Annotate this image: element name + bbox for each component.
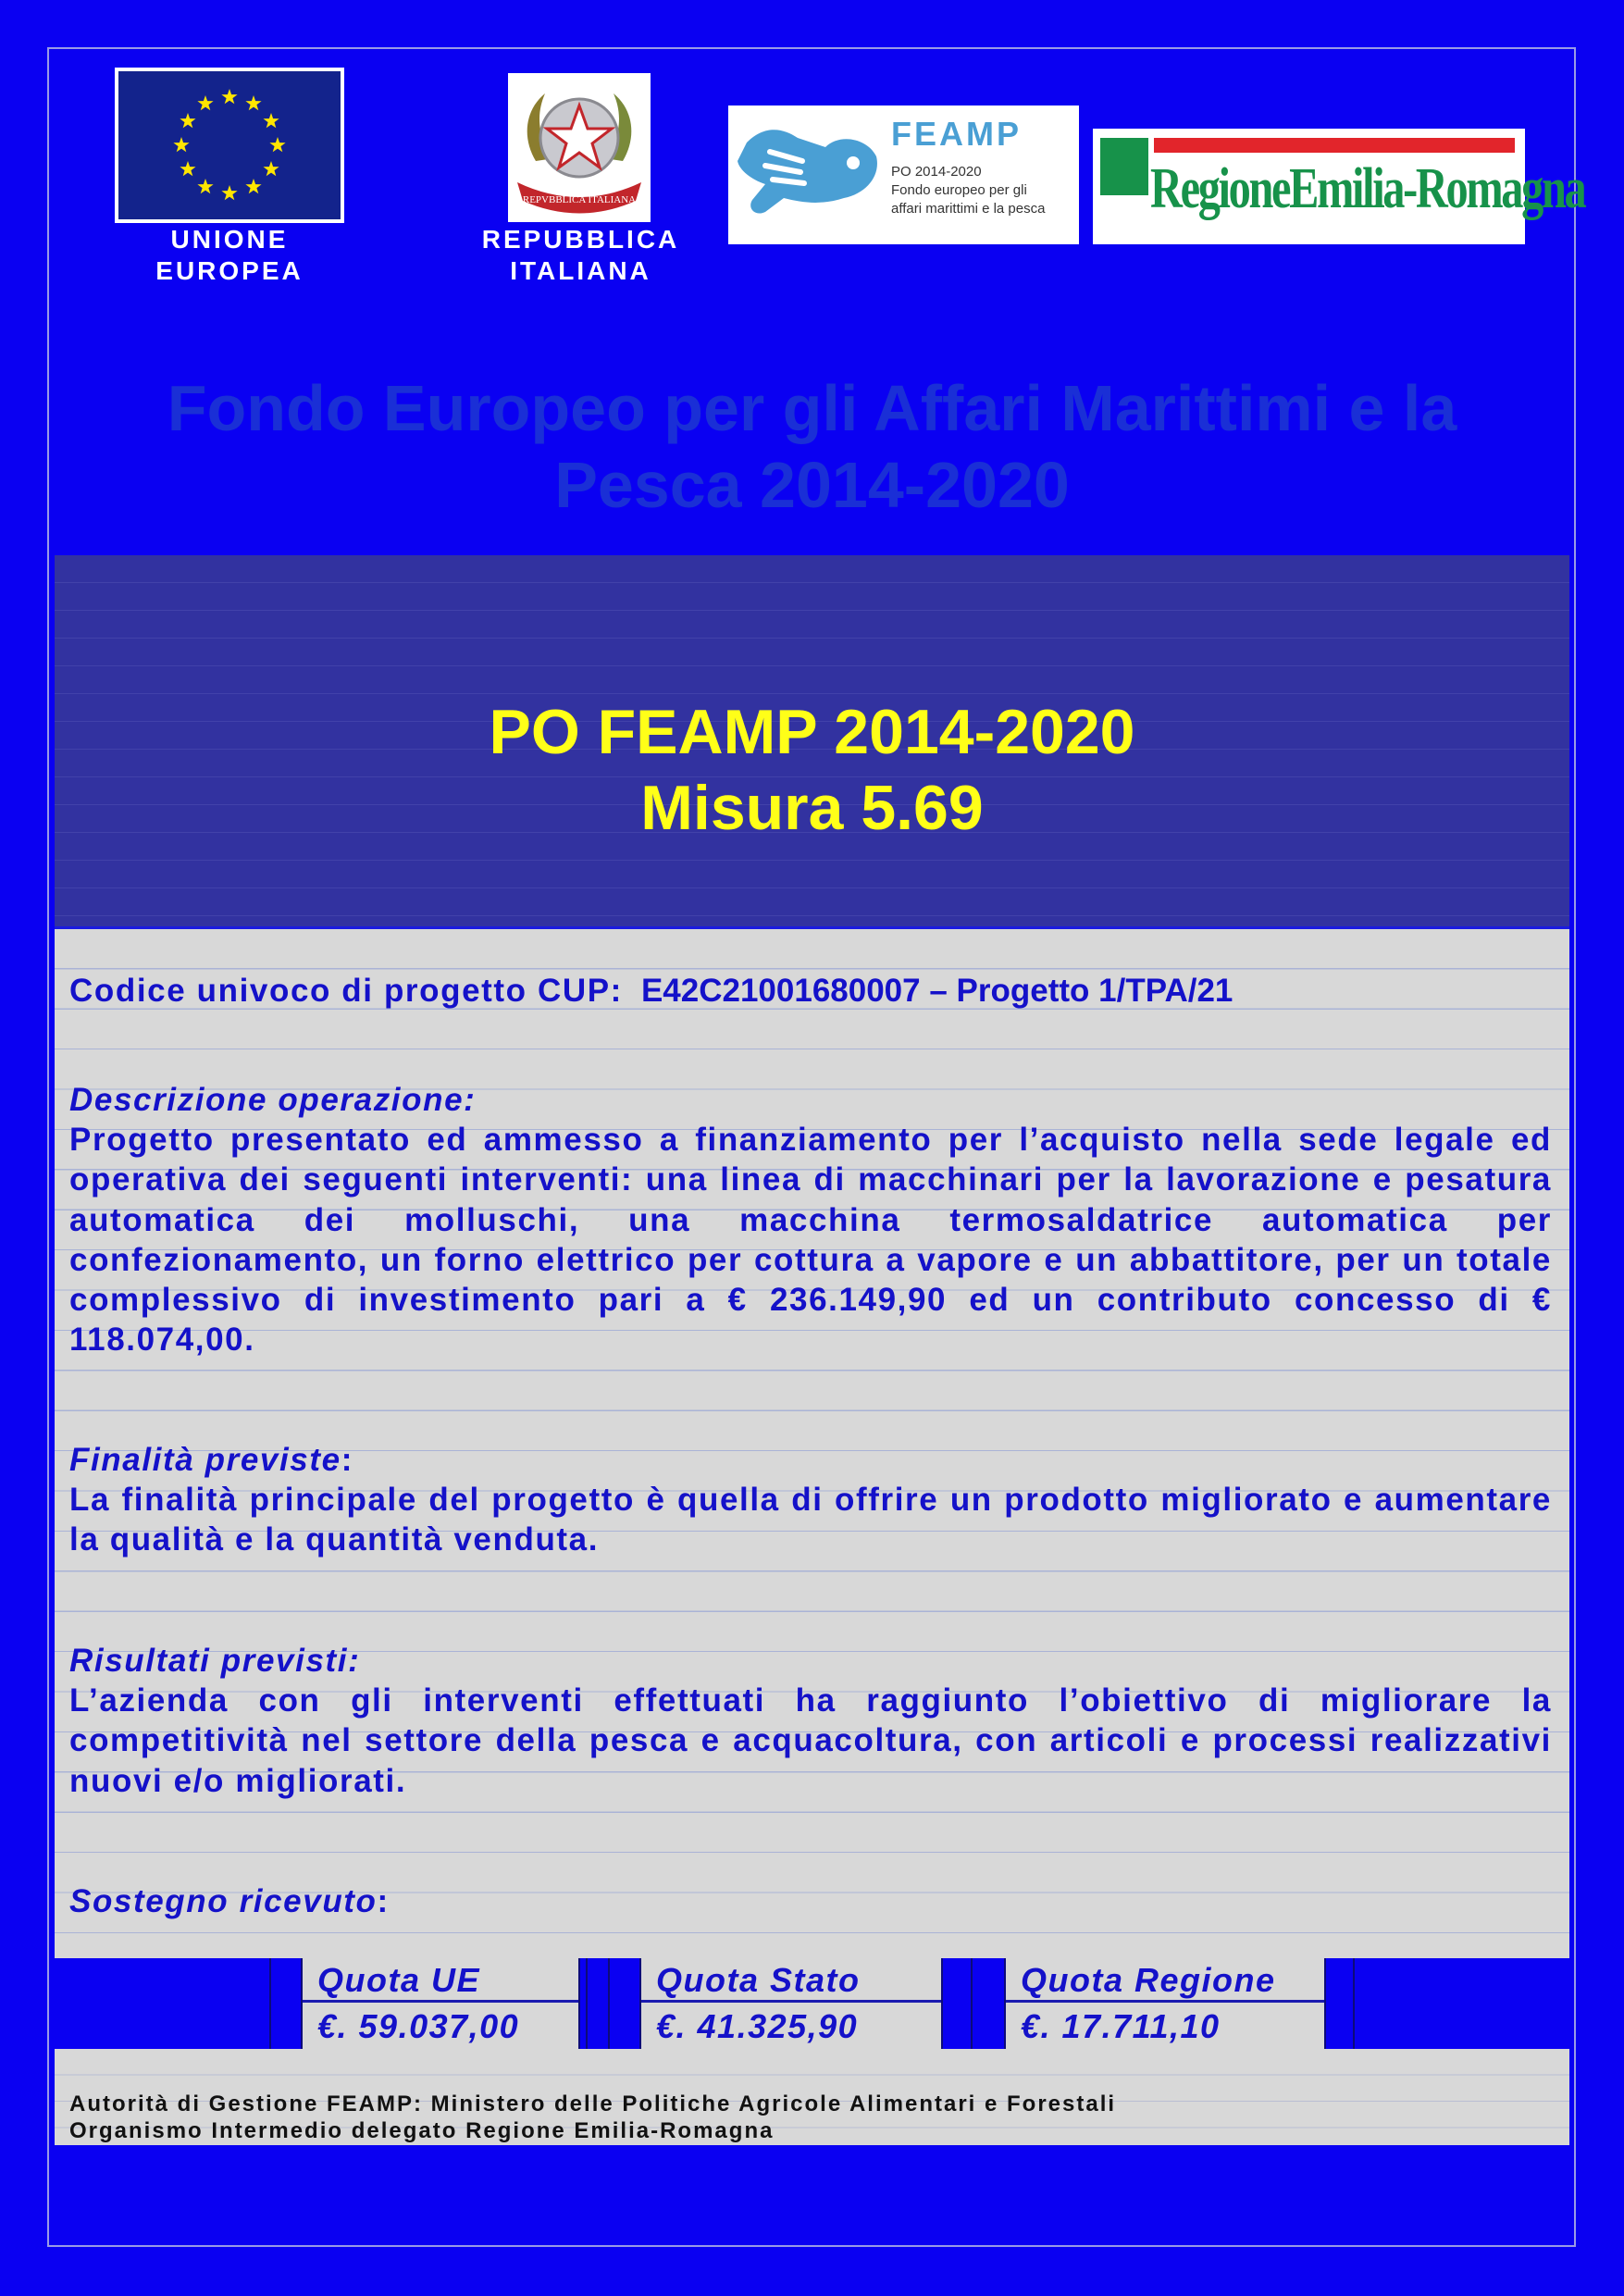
risultati-text: L’azienda con gli interventi effettuati ha raggiunto l’obiettivo di migliorare la competitività nel settore della pesca e acquacoltura, con articoli e processi realizzativi nuovi e/o migliorati. (69, 1682, 1552, 1799)
cup-label: Codice univoco di progetto CUP: (69, 973, 623, 1009)
sostegno-label: Sostegno ricevuto (69, 1883, 378, 1919)
risultati-label: Risultati previsti: (69, 1643, 361, 1679)
finalita-label: Finalità previste (69, 1442, 341, 1478)
quota-regione-cell (1004, 1958, 1326, 2049)
measure-number: Misura 5.69 (640, 773, 984, 843)
quota-ue-cell (301, 1958, 580, 2049)
region-flag-icon (1100, 138, 1148, 195)
page-title-line2: Pesca 2014-2020 (554, 449, 1070, 521)
republic-emblem-icon (508, 73, 651, 222)
eu-star-icon (180, 113, 195, 128)
eu-star-icon (264, 113, 279, 128)
feamp-title: FEAMP (891, 115, 1022, 153)
eu-caption (115, 224, 344, 287)
emblem-banner-text: REPVBBLICA ITALIANA (522, 194, 637, 205)
italy-caption (467, 224, 694, 287)
eu-stars-icon (118, 71, 341, 219)
eu-caption-line2: EUROPEA (155, 256, 304, 285)
eu-star-icon (264, 161, 279, 176)
measure-band (55, 555, 1569, 927)
page-title (74, 370, 1550, 524)
finalita-text: La finalità principale del progetto è quella di offrire un prodotto migliorato e aumentare la qualità e la quantità venduta. (69, 1482, 1552, 1558)
cup-line (69, 971, 1552, 1011)
eu-star-icon (180, 161, 195, 176)
intermediate-body: Organismo Intermedio delegato Regione Emilia-Romagna (69, 2118, 775, 2143)
eu-star-icon (269, 137, 285, 152)
quota-stato-box (608, 1958, 973, 2049)
regione-emilia-romagna-logo (1093, 129, 1585, 244)
quota-regione-box (971, 1958, 1355, 2049)
feamp-logo (728, 105, 1079, 244)
quota-stato-label: Quota Stato (641, 1958, 941, 2003)
page-title-line1: Fondo Europeo per gli Affari Marittimi e la (167, 372, 1457, 444)
region-red-stripe (1154, 138, 1515, 153)
cup-code: E42C21001680007 – Progetto 1/TPA/21 (640, 973, 1233, 1009)
eu-flag-logo (115, 68, 344, 223)
eu-star-icon (245, 179, 261, 193)
quota-regione-value: €. 17.711,10 (1021, 2007, 1221, 2045)
italian-republic-emblem (508, 73, 651, 222)
eu-star-icon (221, 89, 237, 104)
finalita-heading (69, 1440, 1552, 1480)
feamp-subtitle: PO 2014-2020 Fondo europeo per gli affari marittimi e la pesca (891, 164, 1046, 217)
quota-ue-value: €. 59.037,00 (317, 2007, 520, 2045)
region-name: RegioneEmilia-Romagna (1150, 157, 1585, 220)
quota-regione-label: Quota Regione (1006, 1958, 1324, 2003)
finalita-colon: : (341, 1442, 353, 1478)
managing-authority: Autorità di Gestione FEAMP: Ministero delle Politiche Agricole Alimentari e Forestali (69, 2091, 1117, 2116)
eu-star-icon (197, 95, 213, 110)
italy-caption-line2: ITALIANA (510, 256, 651, 285)
quota-stato-value: €. 41.325,90 (656, 2007, 859, 2045)
eu-star-icon (245, 95, 261, 110)
eu-star-icon (173, 137, 189, 152)
italy-caption-line1: REPUBBLICA (481, 225, 680, 254)
eu-caption-line1: UNIONE (170, 225, 289, 254)
quota-stato-cell (639, 1958, 943, 2049)
description-text: Progetto presentato ed ammesso a finanziamento per l’acquisto nella sede legale ed operativa dei seguenti interventi: una linea di macchinari per la lavorazione e pesatura automatica dei molluschi, una macchina termosaldatrice automatica per confezionamento, un forno elettrico per cottura a vapore e un abbattitore, per un totale complessivo di investimento pari a € 236.149,90 ed un contributo concesso di € 118.074,00. (69, 1122, 1552, 1359)
program-title: PO FEAMP 2014-2020 (489, 697, 1135, 767)
sostegno-heading (69, 1881, 1552, 1921)
description-label: Descrizione operazione: (69, 1082, 477, 1118)
feamp-hand-fish-icon (728, 105, 886, 244)
measure-heading (55, 694, 1569, 846)
quota-ue-box (269, 1958, 588, 2049)
sostegno-colon: : (377, 1883, 390, 1919)
eu-star-icon (197, 179, 213, 193)
eu-star-icon (221, 185, 237, 200)
quota-ue-label: Quota UE (303, 1958, 578, 2003)
